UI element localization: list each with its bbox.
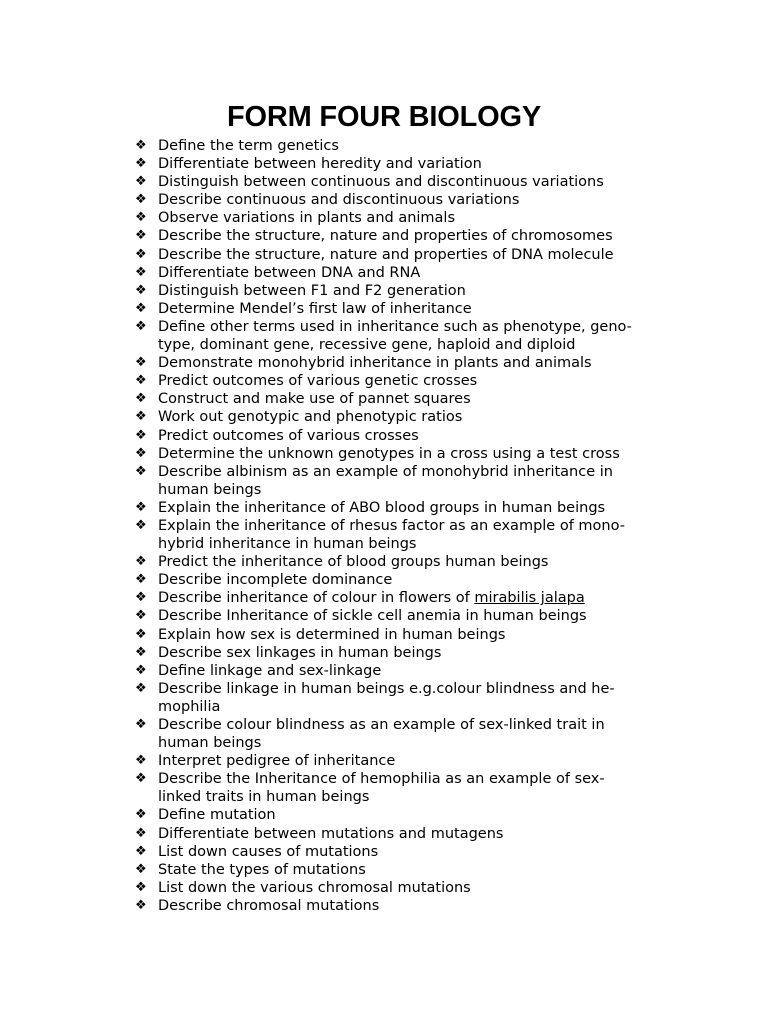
list-item [134,209,664,227]
objective-text: Describe incomplete dominance [158,572,393,589]
diamond-bullet-icon: ❖ [135,572,147,588]
objective-list [134,137,664,915]
objective-text: Predict outcomes of various genetic crosses [158,373,478,390]
list-item [134,680,664,716]
list-item [134,318,664,354]
objective-text: Distinguish between F1 and F2 generation [158,282,466,299]
diamond-bullet-icon: ❖ [135,644,147,660]
objective-text: Explain the inheritance of ABO blood groups in human beings [158,499,606,516]
list-item [134,571,664,589]
diamond-bullet-icon: ❖ [135,861,147,877]
objective-text: Describe Inheritance of sickle cell anemia in human beings [158,608,587,625]
objective-text: Differentiate between DNA and RNA [158,264,421,281]
objective-text: Describe sex linkages in human beings [158,644,442,661]
diamond-bullet-icon: ❖ [135,626,147,642]
objective-text: Construct and make use of pannet squares [158,391,471,408]
list-item [134,752,664,770]
species-name: mirabilis jalapa [474,590,585,607]
diamond-bullet-icon: ❖ [135,228,147,244]
diamond-bullet-icon: ❖ [135,246,147,262]
objective-text: Explain how sex is determined in human beings [158,626,506,643]
list-item [134,517,664,553]
list-item [134,191,664,209]
diamond-bullet-icon: ❖ [135,138,147,153]
objective-text-line-1: Describe colour blindness as an example of sex-linked trait in [158,717,605,733]
diamond-bullet-icon: ❖ [135,355,147,371]
objective-text-line-1: Define other terms used in inheritance such as phenotype, geno- [158,318,632,335]
list-item [134,427,664,445]
list-item [134,264,664,282]
objective-text: Demonstrate monohybrid inheritance in plants and animals [158,355,592,372]
diamond-bullet-icon: ❖ [135,590,147,606]
diamond-bullet-icon: ❖ [135,391,147,407]
objective-text-line-2: mophilia [158,698,221,715]
list-item [134,662,664,680]
diamond-bullet-icon: ❖ [135,897,147,913]
diamond-bullet-icon: ❖ [135,843,147,859]
list-item [134,553,664,571]
objective-text: Differentiate between mutations and mutagens [158,825,504,842]
objective-text-line-2: human beings [158,481,262,498]
diamond-bullet-icon: ❖ [135,608,147,624]
list-item [134,300,664,318]
list-item [134,499,664,517]
diamond-bullet-icon: ❖ [135,373,147,389]
objective-text: Define mutation [158,807,276,824]
diamond-bullet-icon: ❖ [135,825,147,841]
objective-text: Describe inheritance of colour in flowers of [158,590,475,607]
diamond-bullet-icon: ❖ [135,192,147,208]
diamond-bullet-icon: ❖ [135,499,147,515]
list-item [134,716,664,752]
diamond-bullet-icon: ❖ [135,318,147,334]
objective-text: Distinguish between continuous and discontinuous variations [158,174,604,191]
list-item [134,354,664,372]
objective-text: Observe variations in plants and animals [158,210,456,227]
list-item [134,246,664,264]
objective-text: Describe chromosal mutations [158,897,380,914]
diamond-bullet-icon: ❖ [135,554,147,570]
diamond-bullet-icon: ❖ [135,662,147,678]
objective-text: Describe the structure, nature and properties of DNA molecule [158,246,614,263]
list-item [134,589,664,607]
list-item [134,445,664,463]
objective-text: Determine Mendel’s first law of inheritance [158,300,472,317]
objective-text: Predict the inheritance of blood groups human beings [158,554,549,571]
diamond-bullet-icon: ❖ [135,300,147,316]
list-item [134,843,664,861]
diamond-bullet-icon: ❖ [135,156,147,172]
diamond-bullet-icon: ❖ [135,409,147,425]
list-item [134,282,664,300]
list-item [134,372,664,390]
objective-text-line-2: hybrid inheritance in human beings [158,536,417,553]
objective-text: List down causes of mutations [158,843,379,860]
objective-text-line-1: Describe linkage in human beings e.g.colour blindness and he- [158,680,615,697]
list-item [134,390,664,408]
diamond-bullet-icon: ❖ [135,445,147,461]
objective-text-line-2: type, dominant gene, recessive gene, haploid and diploid [158,337,576,354]
objective-text-line-1: Explain the inheritance of rhesus factor as an example of mono- [158,517,625,534]
list-item [134,155,664,173]
diamond-bullet-icon: ❖ [135,282,147,298]
list-item [134,825,664,843]
objective-text: Predict outcomes of various crosses [158,427,419,444]
list-item [134,897,664,915]
list-item [134,644,664,662]
diamond-bullet-icon: ❖ [135,210,147,226]
objective-text: Differentiate between heredity and variation [158,156,482,173]
objective-text: Describe continuous and discontinuous variations [158,192,520,209]
list-item [134,879,664,897]
diamond-bullet-icon: ❖ [135,680,147,696]
list-item [134,227,664,245]
list-item [134,770,664,806]
list-item [134,408,664,426]
objective-text: Determine the unknown genotypes in a cross using a test cross [158,445,620,462]
objective-text-line-2: human beings [158,735,262,752]
list-item [134,626,664,644]
page-title: FORM FOUR BIOLOGY [227,101,541,133]
diamond-bullet-icon: ❖ [135,753,147,769]
diamond-bullet-icon: ❖ [135,807,147,823]
objective-text: Define linkage and sex-linkage [158,662,382,679]
objective-text: List down the various chromosal mutations [158,879,471,896]
list-item [134,607,664,625]
diamond-bullet-icon: ❖ [135,463,147,479]
objective-text: State the types of mutations [158,861,366,878]
diamond-bullet-icon: ❖ [135,717,147,732]
list-item [134,806,664,824]
objective-text-line-1: Describe albinism as an example of monohybrid inheritance in [158,463,613,480]
diamond-bullet-icon: ❖ [135,427,147,443]
list-item [134,173,664,191]
diamond-bullet-icon: ❖ [135,517,147,533]
objective-text: Define the term genetics [158,138,339,154]
objective-text-line-1: Describe the Inheritance of hemophilia as an example of sex- [158,771,605,788]
diamond-bullet-icon: ❖ [135,879,147,895]
list-item [134,137,664,155]
list-item [134,861,664,879]
objective-text: Describe the structure, nature and properties of chromosomes [158,228,613,245]
objective-text: Work out genotypic and phenotypic ratios [158,409,463,426]
objective-text-line-2: linked traits in human beings [158,789,370,806]
objective-text: Interpret pedigree of inheritance [158,753,396,770]
diamond-bullet-icon: ❖ [135,174,147,190]
diamond-bullet-icon: ❖ [135,771,147,787]
diamond-bullet-icon: ❖ [135,264,147,280]
list-item [134,463,664,499]
